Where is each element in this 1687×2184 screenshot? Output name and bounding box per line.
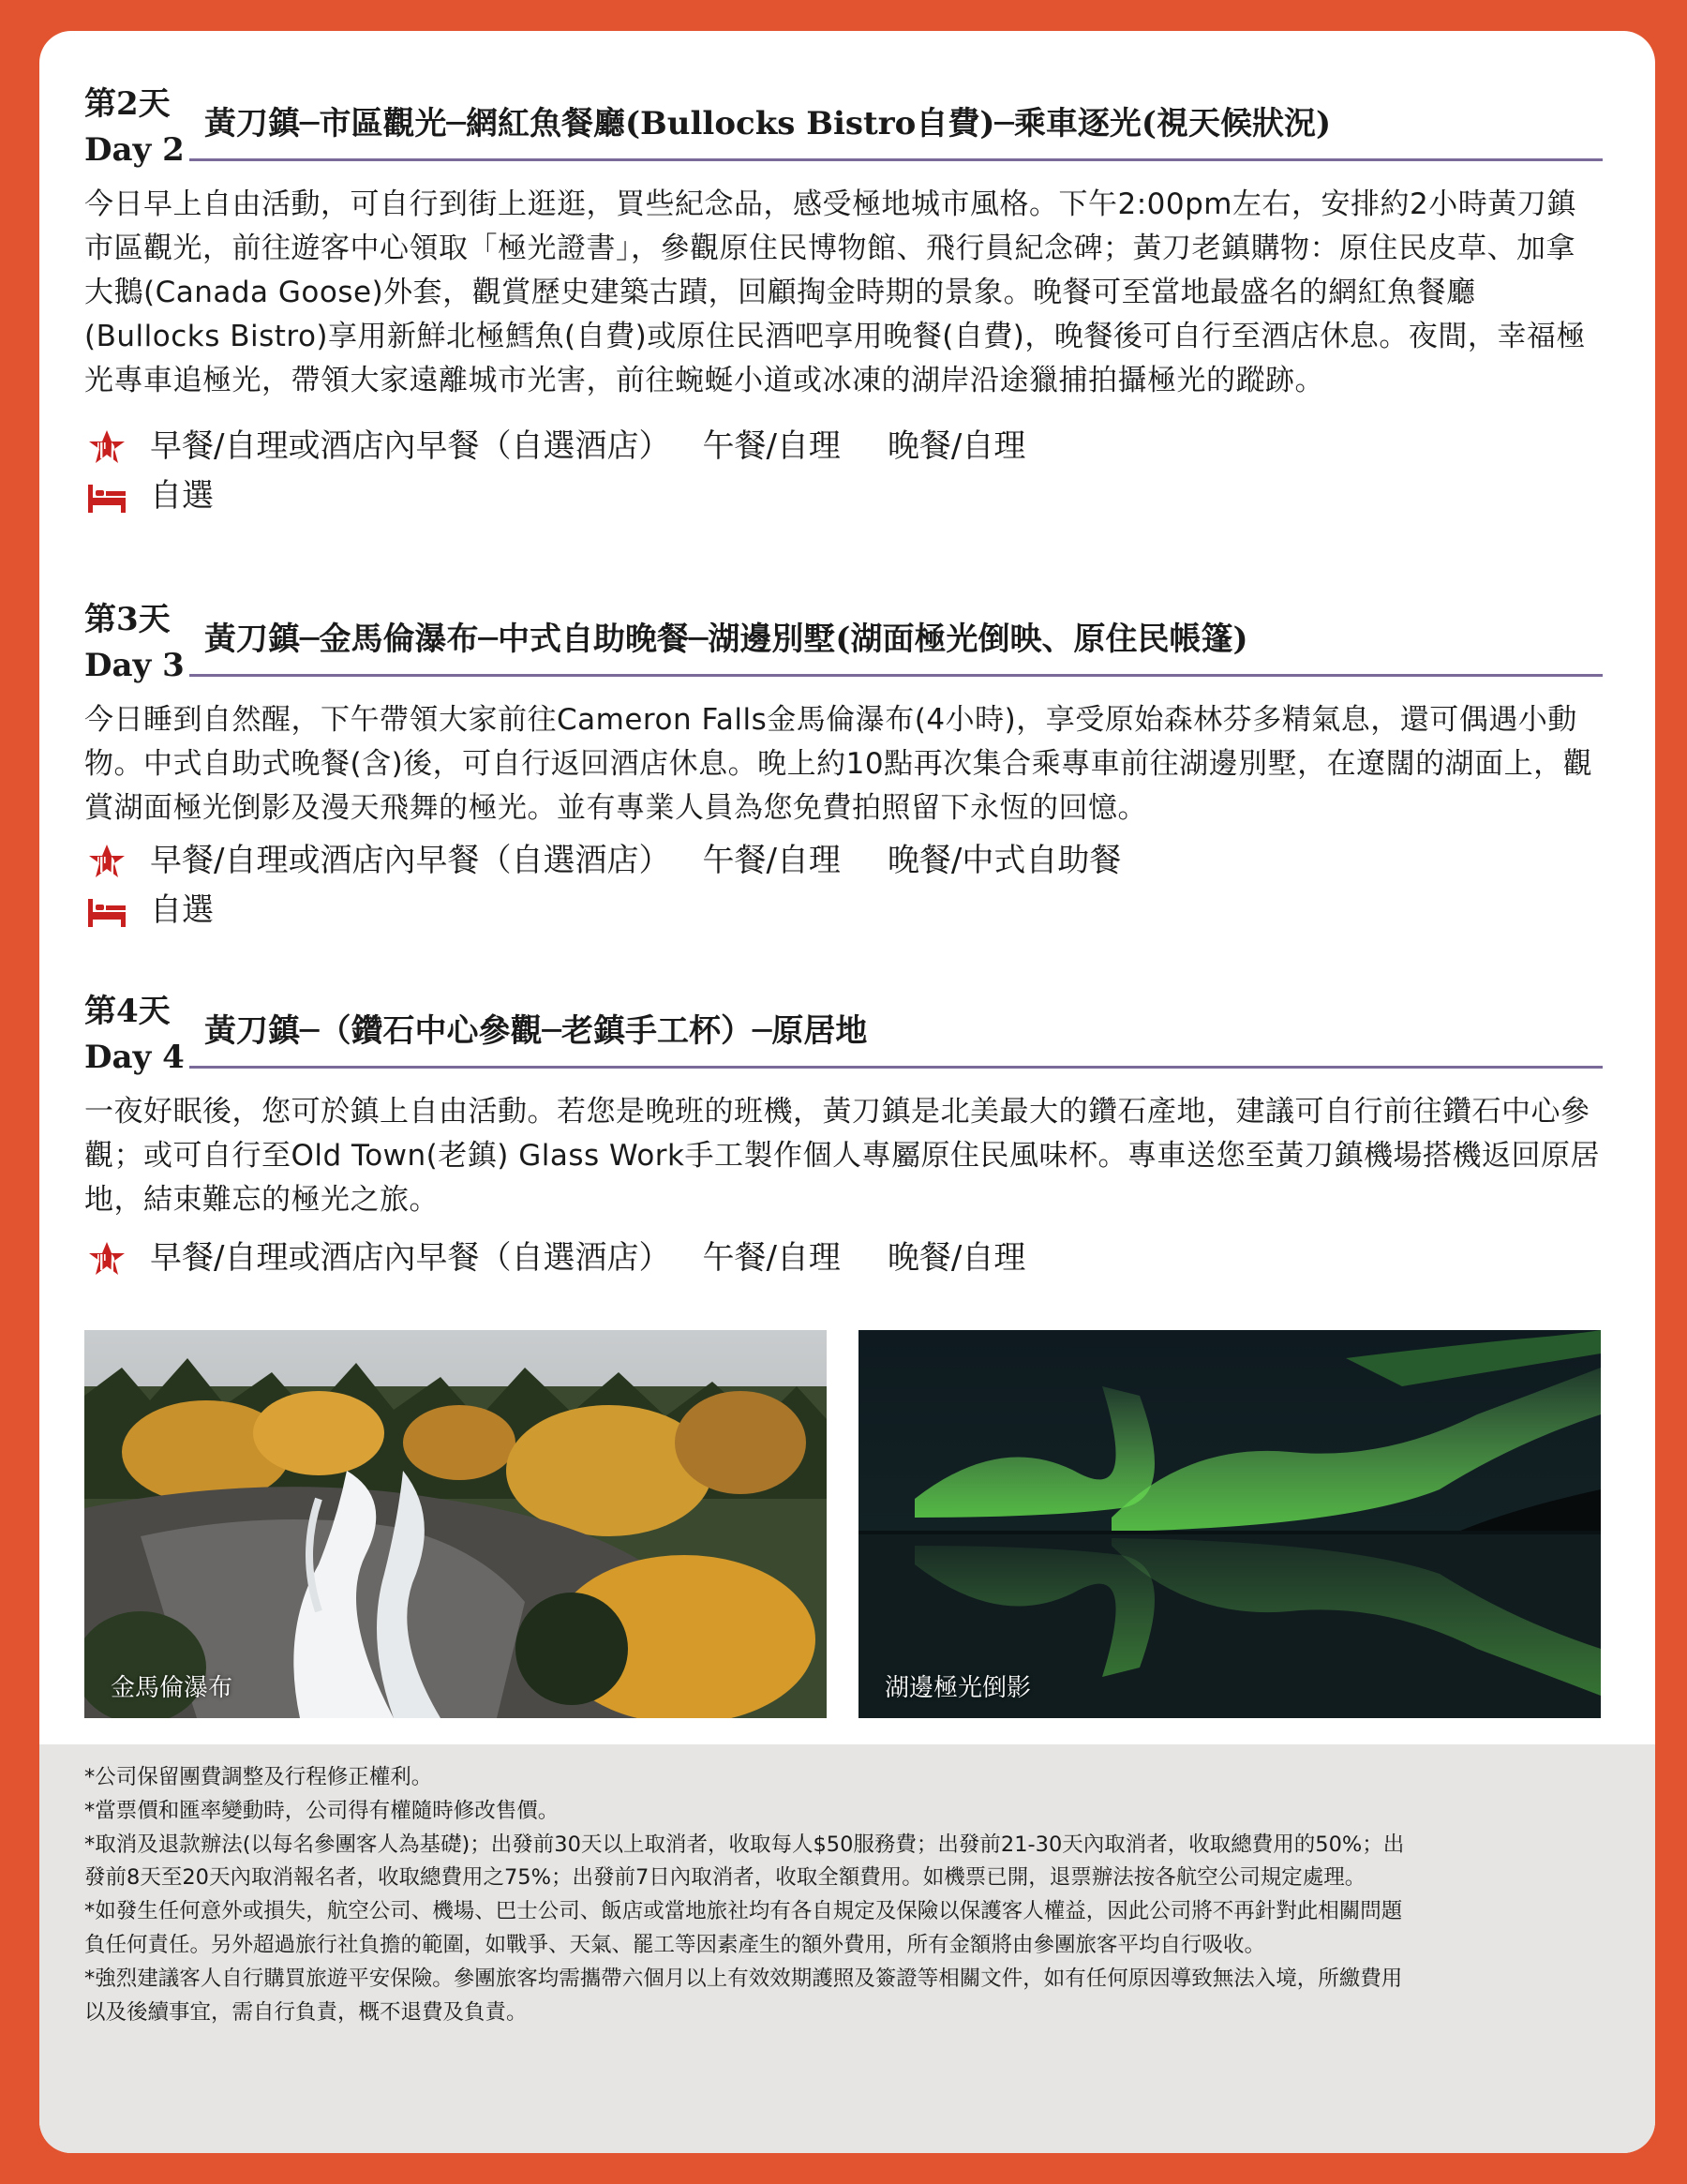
day-description: 今日早上自由活動，可自行到街上逛逛，買些紀念品，感受極地城市風格。下午2:00pm左右，安排約2小時黃刀鎮市區觀光，前往遊客中心領取「極光證書」，參觀原住民博物館、飛行員紀念碑；黃刀老鎮購物：原住民皮草、加拿大鵝(Canada Goose)外套，觀賞歷史建築古蹟，回顧掏金時期的景象。晚餐可至當地最盛名的網紅魚餐廳(Bullocks Bistro)享用新鮮北極鱈魚(自費)或原住民酒吧享用晚餐(自費)，晚餐後可自行至酒店休息。夜間，幸福極光專車追極光，帶領大家遠離城市光害，前往蜿蜒小道或冰凍的湖岸沿途獵捕拍攝極光的蹤跡。 [84,187,1586,397]
day-title: 黃刀鎮─金馬倫瀑布─中式自助晚餐─湖邊別墅(湖面極光倒映、原住民帳篷) [204,621,1248,658]
breakfast-text: 早餐/自理或酒店內早餐（自選酒店） [150,842,671,879]
day-4-section [84,989,1603,1283]
meals-row [84,422,1603,471]
hotel-text: 自選 [150,477,214,515]
dinner-text: 晚餐/自理 [887,1239,1026,1277]
note-item: *取消及退款辦法(以每名參團客人為基礎)；出發前30天以上取消者，收取每人$50服務費；出發前21-30天內取消者，收取總費用的50%；出發前8天至20天內取消報名者，收取總費用之75%；出發前7日內取消者，收取全額費用。如機票已開，退票辦法按各航空公司規定處理。 [84,1832,1405,1891]
day-label: 第3天 Day 3 [84,601,185,684]
day-header [84,597,1603,700]
meal-icon [86,844,127,881]
meals-row [84,1234,1603,1283]
hotel-row [84,886,1603,935]
breakfast-text: 早餐/自理或酒店內早餐（自選酒店） [150,1239,671,1277]
dinner-text: 晚餐/自理 [887,427,1026,465]
waterfall-photo [84,1330,827,1718]
day-label: 第4天 Day 4 [84,993,185,1076]
breakfast-text: 早餐/自理或酒店內早餐（自選酒店） [150,427,671,465]
note-item: *當票價和匯率變動時，公司得有權隨時修改售價。 [84,1798,560,1823]
day-title: 黃刀鎮─市區觀光─網紅魚餐廳(Bullocks Bistro自費)─乘車逐光(視天候狀況) [204,105,1332,142]
day-header [84,82,1603,185]
meal-icon [86,429,127,467]
hotel-row [84,471,1603,521]
lunch-text: 午餐/自理 [702,1239,841,1277]
day-header [84,989,1603,1092]
day-description: 一夜好眠後，您可於鎮上自由活動。若您是晚班的班機，黃刀鎮是北美最大的鑽石產地，建議可自行前往鑽石中心參觀；或可自行至Old Town(老鎮) Glass Work手工製作個人專屬原住民風味杯。專車送您至黃刀鎮機場搭機返回原居地，結束難忘的極光之旅。 [84,1095,1601,1217]
lunch-text: 午餐/自理 [702,427,841,465]
meal-icon [86,1241,127,1279]
aurora-photo [858,1330,1601,1718]
terms-notes [39,1744,1655,2153]
title-divider [189,158,1603,161]
day-2-section [84,82,1603,521]
title-divider [189,1066,1603,1069]
bed-icon [86,893,127,931]
dinner-text: 晚餐/中式自助餐 [887,842,1122,879]
photo-caption: 湖邊極光倒影 [885,1674,1032,1702]
hotel-text: 自選 [150,891,214,929]
photo-caption: 金馬倫瀑布 [111,1674,233,1702]
day-description: 今日睡到自然醒，下午帶領大家前往Cameron Falls金馬倫瀑布(4小時)，享受原始森林芬多精氣息，還可偶遇小動物。中式自助式晚餐(含)後，可自行返回酒店休息。晚上約10點再次集合乘專車前往湖邊別墅，在遼闊的湖面上，觀賞湖面極光倒影及漫天飛舞的極光。並有專業人員為您免費拍照留下永恆的回憶。 [84,703,1593,825]
bed-icon [86,479,127,516]
note-item: *如發生任何意外或損失，航空公司、機場、巴士公司、飯店或當地旅社均有各自規定及保險以保護客人權益，因此公司將不再針對此相關問題負任何責任。另外超過旅行社負擔的範圍，如戰爭、天氣、罷工等因素產生的額外費用，所有金額將由參團旅客平均自行吸收。 [84,1899,1403,1957]
day-title: 黃刀鎮─（鑽石中心參觀─老鎮手工杯）─原居地 [204,1012,868,1050]
note-item: *公司保留團費調整及行程修正權利。 [84,1765,433,1789]
lunch-text: 午餐/自理 [702,842,841,879]
note-item: *強烈建議客人自行購買旅遊平安保險。參團旅客均需攜帶六個月以上有效效期護照及簽證等相關文件，如有任何原因導致無法入境，所繳費用以及後續事宜，需自行負責，概不退費及負責。 [84,1966,1403,2025]
day-label: 第2天 Day 2 [84,85,185,169]
meals-row [84,836,1603,886]
day-3-section [84,597,1603,935]
itinerary-card [39,31,1655,2153]
title-divider [189,674,1603,677]
